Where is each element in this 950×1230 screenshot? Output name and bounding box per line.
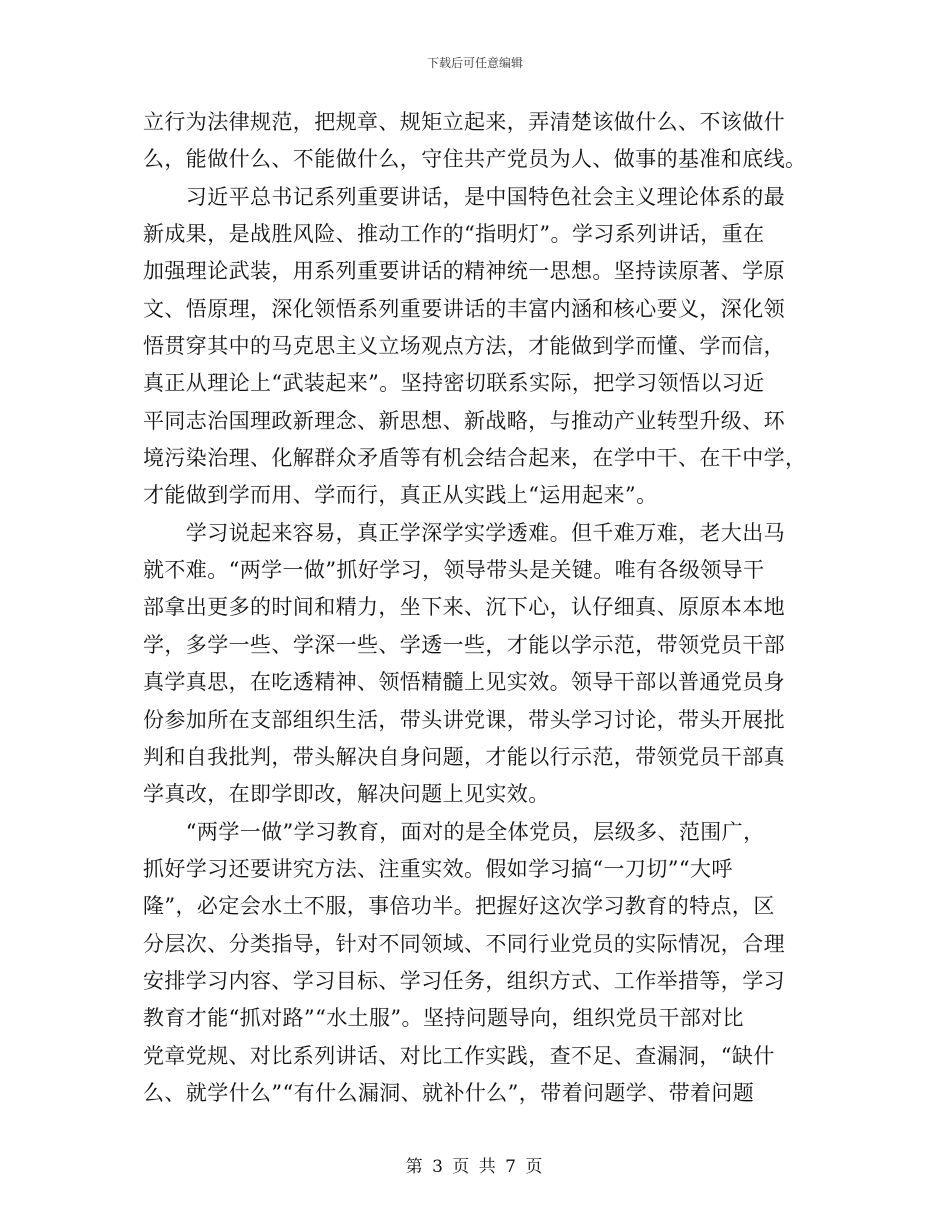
- text-line: 学，多学一些、学深一些、学透一些，才能以学示范，带领党员干部: [143, 632, 785, 657]
- body-text: [143, 104, 811, 1112]
- text-line: 悟贯穿其中的马克思主义立场观点方法，才能做到学而懂、学而信，: [143, 334, 785, 359]
- text-line: 么、就学什么”“有什么漏洞、就补什么”，带着问题学、带着问题: [143, 1080, 755, 1105]
- text-line: 学真改，在即学即改，解决问题上见实效。: [143, 782, 550, 807]
- text-line: 教育才能“抓对路”“水土服”。坚持问题导向，组织党员干部对比: [143, 1006, 744, 1031]
- text-line: 文、悟原理，深化领悟系列重要讲话的丰富内涵和核心要义，深化领: [143, 296, 785, 321]
- text-line: 境污染治理、化解群众矛盾等有机会结合起来，在学中干、在干中学，: [143, 446, 807, 471]
- text-line: 习近平总书记系列重要讲话，是中国特色社会主义理论体系的最: [143, 184, 785, 209]
- text-line: 分层次、分类指导，针对不同领域、不同行业党员的实际情况，合理: [143, 931, 785, 956]
- text-line: 党章党规、对比系列讲话、对比工作实践，查不足、查漏洞，“缺什: [143, 1043, 775, 1068]
- text-line: 真学真思，在吃透精神、领悟精髓上见实效。领导干部以普通党员身: [143, 670, 785, 695]
- text-line: 才能做到学而用、学而行，真正从实践上“运用起来”。: [143, 483, 658, 508]
- page-footer: 第 3 页 共 7 页: [405, 1157, 545, 1177]
- text-line: 抓好学习还要讲究方法、注重实效。假如学习搞“一刀切”“大呼: [143, 856, 733, 881]
- text-line: 学习说起来容易，真正学深学实学透难。但千难万难，老大出马: [143, 520, 785, 545]
- text-line: 判和自我批判，带头解决自身问题，才能以行示范，带领党员干部真: [143, 744, 785, 769]
- text-line: 加强理论武装，用系列重要讲话的精神统一思想。坚持读原著、学原: [143, 259, 785, 284]
- text-line: 安排学习内容、学习目标、学习任务，组织方式、工作举措等，学习: [143, 968, 785, 993]
- text-line: 就不难。“两学一做”抓好学习，领导带头是关键。唯有各级领导干: [143, 558, 765, 583]
- text-line: 立行为法律规范，把规章、规矩立起来，弄清楚该做什么、不该做什: [143, 110, 785, 134]
- text-line: 部拿出更多的时间和精力，坐下来、沉下心，认仔细真、原原本本地: [143, 595, 785, 620]
- text-line: 隆”，必定会水土不服，事倍功半。把握好这次学习教育的特点，区: [143, 894, 775, 919]
- text-line: 份参加所在支部组织生活，带头讲党课，带头学习讨论，带头开展批: [143, 707, 785, 732]
- text-line: 么，能做什么、不能做什么，守住共产党员为人、做事的基准和底线。: [143, 147, 807, 172]
- page-header: 下载后可任意编辑: [426, 56, 523, 70]
- text-line: 真正从理论上“武装起来”。坚持密切联系实际，把学习领悟以习近: [143, 371, 765, 396]
- text-line: “两学一做”学习教育，面对的是全体党员，层级多、范围广，: [143, 819, 765, 844]
- text-line: 新成果，是战胜风险、推动工作的“指明灯”。学习系列讲话，重在: [143, 222, 765, 247]
- text-line: 平同志治国理政新理念、新思想、新战略，与推动产业转型升级、环: [143, 408, 785, 433]
